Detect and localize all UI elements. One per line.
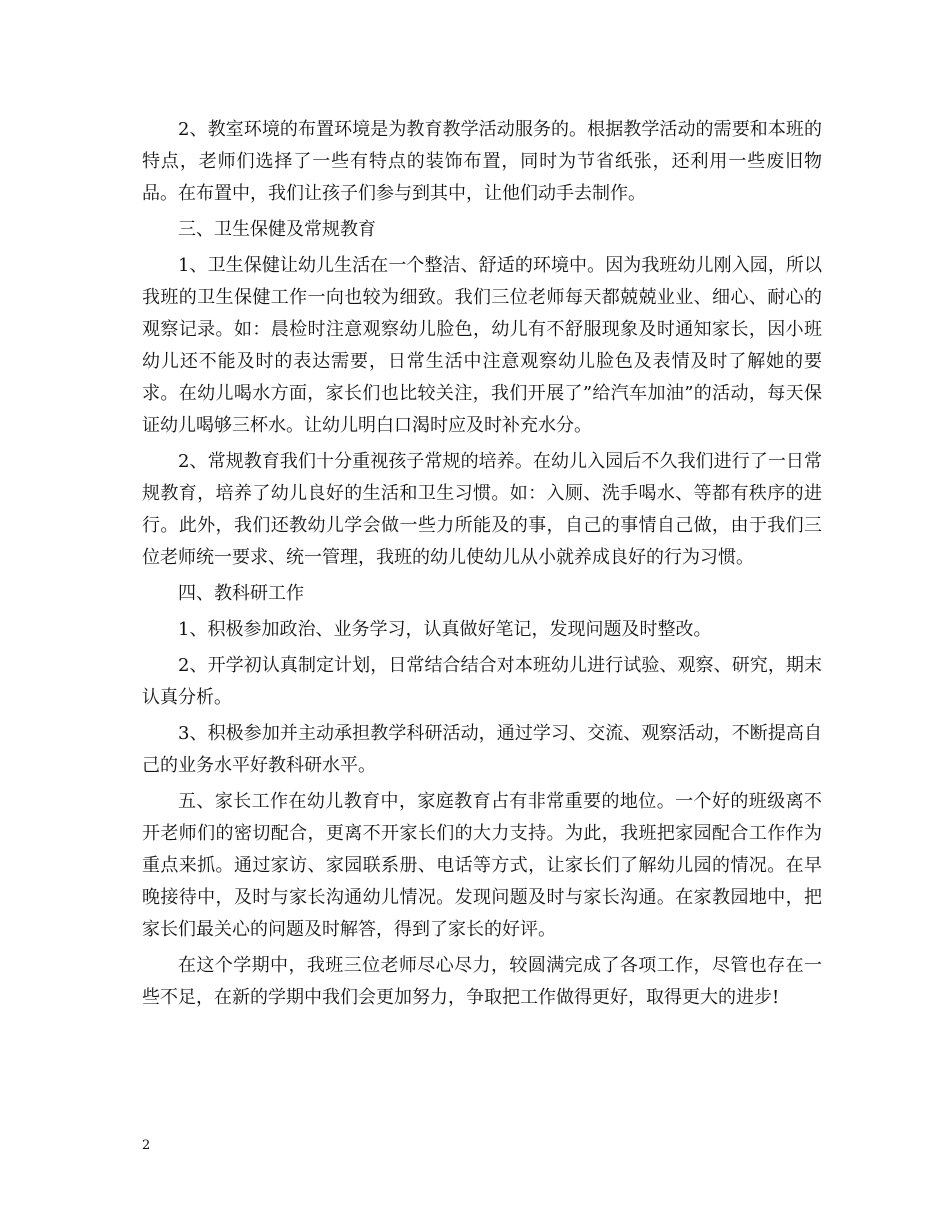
- paragraph-routine-education: 2、常规教育我们十分重视孩子常规的培养。在幼儿入园后不久我们进行了一日常规教育，培养了幼儿良好的生活和卫生习惯。如：入厕、洗手喝水、等都有秩序的进行。此外，我们还教幼儿学会做一些力所能及的事，自己的事情自己做，由于我们三位老师统一要求、统一管理，我班的幼儿使幼儿从小就养成良好的行为习惯。: [142, 451, 822, 568]
- heading-research-work: 四、教科研工作: [178, 583, 304, 604]
- document-body: [142, 114, 822, 1018]
- paragraph-research-1: 1、积极参加政治、业务学习，认真做好笔记，发现问题及时整改。: [178, 619, 712, 640]
- paragraph-health-care: 1、卫生保健让幼儿生活在一个整洁、舒适的环境中。因为我班幼儿刚入园，所以我班的卫生保健工作一向也较为细致。我们三位老师每天都兢兢业业、细心、耐心的观察记录。如：晨检时注意观察幼儿脸色，幼儿有不舒服现象及时通知家长，因小班幼儿还不能及时的表达需要，日常生活中注意观察幼儿脸色及表情及时了解她的要求。在幼儿喝水方面，家长们也比较关注，我们开展了”给汽车加油”的活动，每天保证幼儿喝够三杯水。让幼儿明白口渴时应及时补充水分。: [142, 255, 822, 436]
- paragraph-research-2: 2、开学初认真制定计划，日常结合结合对本班幼儿进行试验、观察、研究，期末认真分析。: [142, 655, 822, 708]
- heading-health-care: 三、卫生保健及常规教育: [178, 219, 376, 240]
- page-number: 2: [142, 1138, 151, 1153]
- paragraph-conclusion: 在这个学期中，我班三位老师尽心尽力，较圆满完成了各项工作，尽管也存在一些不足，在新的学期中我们会更加努力，争取把工作做得更好，取得更大的进步!: [142, 955, 822, 1008]
- paragraph-parent-work: 五、家长工作在幼儿教育中，家庭教育占有非常重要的地位。一个好的班级离不开老师们的密切配合，更离不开家长们的大力支持。为此，我班把家园配合工作作为重点来抓。通过家访、家园联系册、电话等方式，让家长们了解幼儿园的情况。在早晚接待中，及时与家长沟通幼儿情况。发现问题及时与家长沟通。在家教园地中，把家长们最关心的问题及时解答，得到了家长的好评。: [142, 791, 822, 940]
- paragraph-research-3: 3、积极参加并主动承担教学科研活动，通过学习、交流、观察活动，不断提高自己的业务水平好教科研水平。: [142, 723, 822, 776]
- paragraph-classroom-environment: 2、教室环境的布置环境是为教育教学活动服务的。根据教学活动的需要和本班的特点，老师们选择了一些有特点的装饰布置，同时为节省纸张，还利用一些废旧物品。在布置中，我们让孩子们参与到其中，让他们动手去制作。: [142, 119, 822, 204]
